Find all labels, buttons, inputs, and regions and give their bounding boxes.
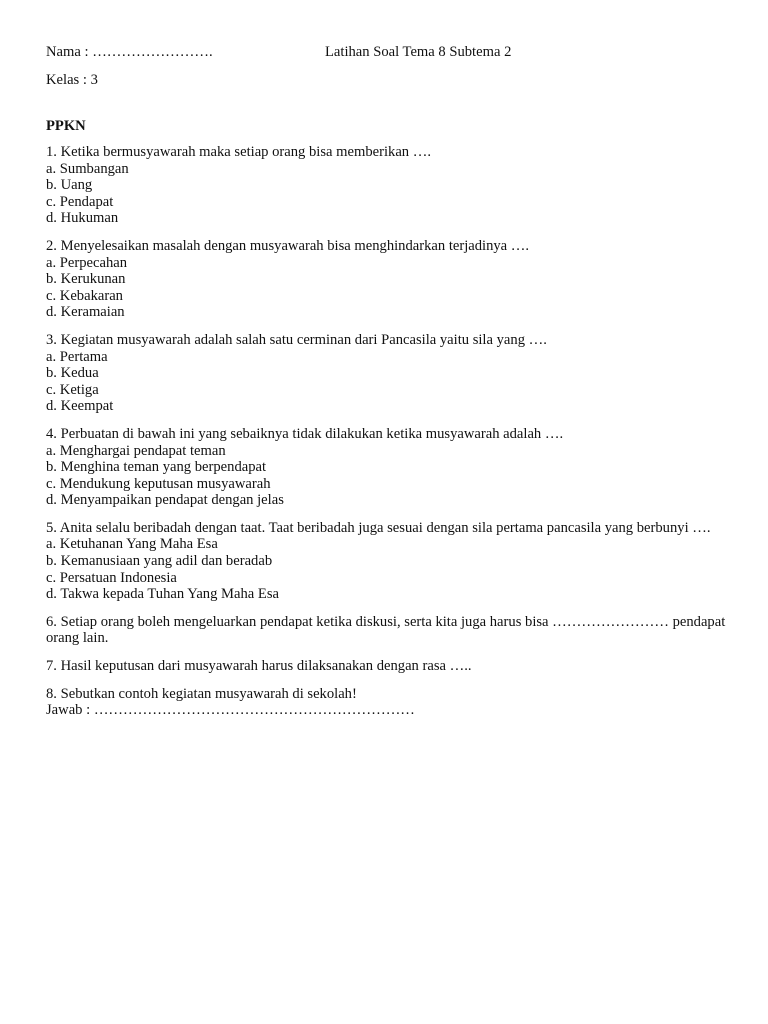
question-7 [46,658,726,675]
question-text: 5. Anita selalu beribadah dengan taat. Taat beribadah juga sesuai dengan sila pertama pancasila yang berbunyi …. [46,519,711,536]
question-6 [46,614,726,647]
option-a: a. Perpecahan [46,254,128,271]
option-b: b. Kerukunan [46,271,126,288]
name-field: Nama : ……………………. [46,44,213,60]
header [46,42,726,62]
subject-heading: PPKN [46,118,86,134]
question-text: 4. Perbuatan di bawah ini yang sebaiknya tidak dilakukan ketika musyawarah adalah …. [46,425,564,442]
option-d: d. Keramaian [46,304,125,321]
option-c: c. Mendukung keputusan musyawarah [46,475,271,492]
worksheet-title: Latihan Soal Tema 8 Subtema 2 [325,44,512,60]
option-b: b. Kedua [46,365,99,382]
class-field: Kelas : 3 [46,72,98,88]
question-4 [46,426,726,509]
option-d: d. Takwa kepada Tuhan Yang Maha Esa [46,586,279,603]
option-c: c. Ketiga [46,381,99,398]
option-a: a. Sumbangan [46,160,129,177]
option-c: c. Kebakaran [46,287,123,304]
worksheet-page [46,42,726,719]
question-2 [46,238,726,321]
option-d: d. Menyampaikan pendapat dengan jelas [46,492,284,509]
option-c: c. Pendapat [46,193,114,210]
question-text: 2. Menyelesaikan masalah dengan musyawarah bisa menghindarkan terjadinya …. [46,237,530,254]
question-5 [46,520,726,603]
question-text: 3. Kegiatan musyawarah adalah salah satu cerminan dari Pancasila yaitu sila yang …. [46,331,547,348]
option-a: a. Pertama [46,348,108,365]
question-1 [46,144,726,227]
option-a: a. Menghargai pendapat teman [46,442,226,459]
option-d: d. Hukuman [46,210,119,227]
option-a: a. Ketuhanan Yang Maha Esa [46,536,218,553]
question-text: 6. Setiap orang boleh mengeluarkan pendapat ketika diskusi, serta kita juga harus bisa …………………… pendapat orang lain. [46,613,726,647]
option-b: b. Menghina teman yang berpendapat [46,459,267,476]
option-c: c. Persatuan Indonesia [46,569,177,586]
question-text: 7. Hasil keputusan dari musyawarah harus dilaksanakan dengan rasa ….. [46,658,472,675]
question-text: 8. Sebutkan contoh kegiatan musyawarah di sekolah! [46,685,357,702]
question-8 [46,686,726,719]
question-text: 1. Ketika bermusyawarah maka setiap orang bisa memberikan …. [46,144,431,160]
option-b: b. Kemanusiaan yang adil dan beradab [46,553,273,570]
option-b: b. Uang [46,177,93,194]
answer-line: Jawab : ………………………………………………………… [46,702,415,719]
question-3 [46,332,726,415]
option-d: d. Keempat [46,398,114,415]
